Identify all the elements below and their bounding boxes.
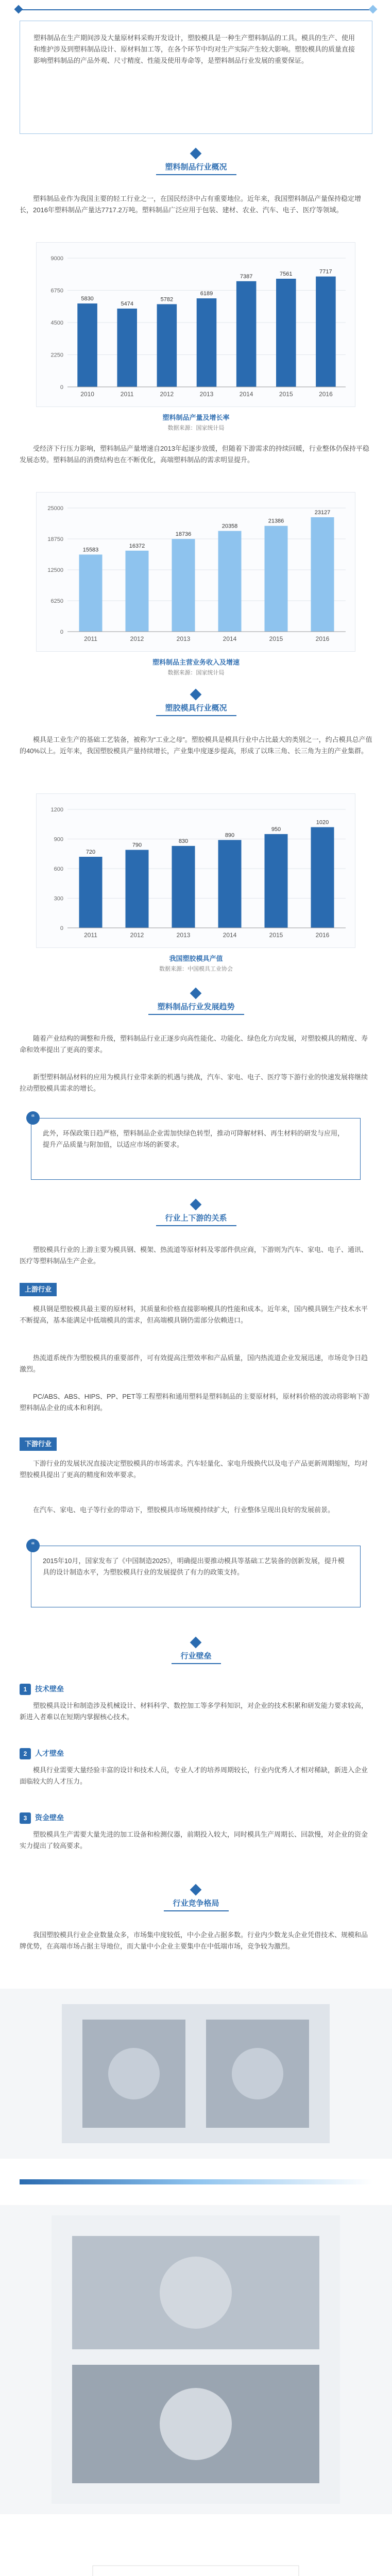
bar [172,539,195,632]
data-label: 5474 [121,300,133,307]
x-tick-label: 2012 [160,391,174,398]
bar [265,834,288,928]
x-tick-label: 2015 [269,635,283,642]
top-decoration [0,4,392,15]
y-tick-label: 0 [60,629,63,635]
top-decoration-svg [0,4,392,15]
section-title: 塑料制品行业概况 [156,161,236,175]
data-label: 7717 [319,268,332,275]
x-tick-label: 2013 [176,931,191,939]
y-tick-label: 4500 [50,320,63,326]
y-tick-label: 2250 [50,352,63,359]
x-tick-label: 2016 [315,931,330,939]
chart-production-svg [37,243,356,408]
section-heading-barriers [0,1638,392,1674]
data-label: 23127 [314,509,331,516]
heading-diamond-icon [190,1637,202,1649]
bar [236,281,257,387]
chart-caption: 塑料制品产量及增长率 [162,414,230,421]
data-label: 890 [225,832,235,839]
barrier-title-text: 资金壁垒 [35,1814,64,1822]
paragraph: 热流道系统作为塑胶模具的重要部件，可有效提高注塑效率和产品质量，国内热流道企业发展迅速，市场竞争日趋激烈。 [20,1354,368,1373]
data-label: 5782 [160,296,174,303]
barrier-item-title [20,1682,64,1696]
intro-text: 塑料制品在生产期间涉及大量原材料采购开发设计，塑胶模具是一种生产塑料制品的工具。模具的生产、使用和维护涉及到塑料制品设计、原材料加工等，在各个环节中均对生产实际产生较大影响。塑胶模具的质量直接影响塑料制品的产品外观、尺寸精度、性能及使用寿命等，是塑料制品行业发展的重要保证。 [33,34,355,64]
y-tick-label: 6250 [50,598,63,604]
paragraph: 塑料制品业作为我国主要的轻工行业之一，在国民经济中占有重要地位。近年来，我国塑料制品产量保持稳定增长，2016年塑料制品产量达7717.2万吨。塑料制品广泛应用于包装、建材、农业、汽车、电子、医疗等领域。 [20,195,362,214]
y-tick-label: 600 [54,866,63,872]
quote-text: 2015年10月，国家发布了《中国制造2025》，明确提出要推动模具等基础工艺装备的创新发展，提升模具的设计制造水平，为塑胶模具行业的发展提供了有力的政策支持。 [43,1557,345,1576]
mould-photo [0,1989,392,2159]
y-tick-label: 0 [60,925,63,931]
mould-photo-svg [0,1989,392,2159]
paragraph: PC/ABS、ABS、HIPS、PP、PET等工程塑料和通用塑料是塑料制品的主要原材料，原材料价格的波动将影响下游塑料制品企业的成本和利润。 [20,1393,370,1412]
paragraph: 塑胶模具行业的上游主要为模具钢、模架、热流道等原材料及零部件供应商，下游则为汽车、家电、电子、通讯、医疗等塑料制品生产企业。 [20,1246,368,1265]
bar [79,857,103,928]
section-heading-mould [0,690,392,726]
chart-source: 数据来源：国家统计局 [167,425,225,431]
x-tick-label: 2014 [239,391,253,398]
data-label: 7561 [280,270,293,277]
y-tick-label: 25000 [47,505,63,512]
quote-text: 此外，环保政策日趋严格，塑料制品企业需加快绿色转型，推动可降解材料、再生材料的研发与应用，提升产品质量与附加值，以适应市场的新要求。 [43,1129,345,1148]
y-tick-label: 1200 [50,807,63,813]
divider-bar [20,2179,372,2184]
data-label: 6189 [200,291,213,297]
subsection-tag-upstream: 上游行业 [20,1283,57,1296]
x-tick-label: 2010 [80,391,94,398]
bar [311,827,334,928]
data-label: 20358 [221,523,238,530]
section-heading-competition [0,1886,392,1922]
section-title: 塑料制品行业发展趋势 [148,1001,244,1015]
x-tick-label: 2015 [269,931,283,939]
chart-caption: 塑料制品主营业务收入及增速 [152,658,240,666]
paragraph: 模具是工业生产的基础工艺装备，被称为“工业之母”。塑胶模具是模具行业中占比最大的类别之一，约占模具总产值的40%以上。近年来，我国塑胶模具产量持续增长，产业集中度逐步提高，形成了以珠三角、长三角为主的产业集群。 [20,736,372,755]
qr-decoration-svg [0,2535,392,2576]
heading-diamond-icon [190,1199,202,1211]
section-title: 塑胶模具行业概况 [156,702,236,716]
x-tick-label: 2012 [130,635,144,642]
paragraph: 在汽车、家电、电子等行业的带动下，塑胶模具市场规模持续扩大，行业整体呈现出良好的发展前景。 [33,1506,335,1514]
paragraph: 我国塑胶模具行业企业数量众多，市场集中度较低，中小企业占据多数。行业内少数龙头企业凭借技术、规模和品牌优势，在高端市场占据主导地位，而大量中小企业主要集中在中低端市场，竞争较为激烈。 [20,1931,368,1950]
number-badge: 1 [20,1684,31,1695]
x-tick-label: 2011 [84,931,97,939]
y-tick-label: 9000 [50,256,63,262]
paragraph: 塑胶模具生产需要大量先进的加工设备和检测仪器，前期投入较大，同时模具生产周期长、回款慢，对企业的资金实力提出了较高要求。 [20,1831,368,1850]
heading-diamond-icon [190,1884,202,1896]
quote-icon: “ [26,1539,40,1552]
barrier-item-title [20,1811,64,1824]
bar [276,279,296,387]
number-badge: 3 [20,1812,31,1824]
bar [218,840,242,928]
paragraph: 随着产业结构的调整和升级，塑料制品行业正逐步向高性能化、功能化、绿色化方向发展，对塑胶模具的精度、寿命和效率提出了更高的要求。 [20,1035,368,1054]
y-tick-label: 12500 [47,567,63,573]
heading-diamond-icon [190,689,202,701]
bar [316,277,336,387]
qr-decoration [0,2535,392,2576]
chart-mould-output-svg [37,794,356,948]
paragraph: 塑胶模具设计和制造涉及机械设计、材料科学、数控加工等多学科知识，对企业的技术积累和研发能力要求较高，新进入者难以在短期内掌握核心技术。 [20,1702,368,1721]
y-tick-label: 18750 [47,536,63,543]
data-label: 830 [178,838,189,844]
y-tick-label: 300 [54,895,63,902]
data-label: 950 [271,826,281,833]
bar [172,846,195,928]
heading-diamond-icon [190,148,202,160]
mould-photo-svg [0,2205,392,2514]
data-label: 15583 [82,547,99,553]
bar [157,304,177,387]
y-tick-label: 0 [60,384,63,391]
section-heading-trend [0,989,392,1025]
x-tick-label: 2016 [319,391,333,398]
data-label: 16372 [129,543,145,549]
x-tick-label: 2014 [223,635,237,642]
x-tick-label: 2014 [223,931,237,939]
bar [197,298,217,387]
bar [117,309,137,387]
bar [126,850,149,928]
x-tick-label: 2012 [130,931,144,939]
y-tick-label: 6750 [50,287,63,294]
chart-source: 数据来源：国家统计局 [167,670,225,676]
chart-source: 数据来源：中国模具工业协会 [159,966,233,972]
chart-revenue [36,492,355,652]
paragraph: 下游行业的发展状况直接决定塑胶模具的市场需求。汽车轻量化、家电升级换代以及电子产品更新周期缩短，均对塑胶模具提出了更高的精度和效率要求。 [20,1460,368,1479]
bar [77,303,97,387]
intro-box [20,21,372,134]
paragraph: 新型塑料制品材料的应用为模具行业带来新的机遇与挑战，汽车、家电、电子、医疗等下游行业的快速发展将继续拉动塑胶模具需求的增长。 [20,1073,368,1092]
bar [311,517,334,632]
chart-mould-output [36,793,355,948]
paragraph: 模具钢是塑胶模具最主要的原材料，其质量和价格直接影响模具的性能和成本。近年来，国内模具钢生产技术水平不断提高，基本能满足中低端模具的需求，但高端模具钢仍需部分依赖进口。 [20,1305,368,1324]
chart-production [36,242,355,407]
quote-icon: “ [26,1111,40,1125]
x-tick-label: 2011 [120,391,134,398]
chart-revenue-svg [37,493,356,652]
policy-quote-box [31,1540,361,1607]
subsection-tag-downstream: 下游行业 [20,1437,57,1451]
x-tick-label: 2013 [176,635,191,642]
bar [79,554,103,632]
paragraph: 模具行业需要大量经验丰富的设计和技术人员，专业人才的培养周期较长，行业内优秀人才相对稀缺，新进入企业面临较大的人才压力。 [20,1766,368,1785]
quote-box [31,1113,361,1180]
x-tick-label: 2011 [84,635,97,642]
barrier-item-title [20,1747,64,1760]
section-heading-industry [0,149,392,185]
data-label: 1020 [316,819,329,826]
chart-caption: 我国塑胶模具产值 [169,955,223,962]
number-badge: 2 [20,1748,31,1759]
x-tick-label: 2016 [315,635,330,642]
section-title: 行业壁垒 [171,1650,220,1664]
barrier-title-text: 人才壁垒 [35,1749,64,1757]
section-heading-chain [0,1200,392,1236]
data-label: 18736 [175,531,192,538]
x-tick-label: 2015 [279,391,293,398]
data-label: 21386 [268,518,284,524]
bar [265,526,288,632]
bar [126,551,149,632]
data-label: 790 [132,842,142,849]
bar [218,531,242,632]
barrier-title-text: 技术壁垒 [35,1685,64,1693]
section-title: 行业竞争格局 [163,1897,228,1911]
paragraph: 受经济下行压力影响，塑料制品产量增速自2013年起逐步放缓，但随着下游需求的持续回暖，行业整体仍保持平稳发展态势。塑料制品的消费结构也在不断优化，高端塑料制品的需求明显提升。 [20,445,369,464]
mould-photo [0,2205,392,2514]
data-label: 5830 [81,296,94,302]
data-label: 720 [86,849,96,855]
x-tick-label: 2013 [199,391,214,398]
y-tick-label: 900 [54,836,63,843]
heading-diamond-icon [190,988,202,999]
section-title: 行业上下游的关系 [156,1212,236,1226]
data-label: 7387 [240,273,253,280]
